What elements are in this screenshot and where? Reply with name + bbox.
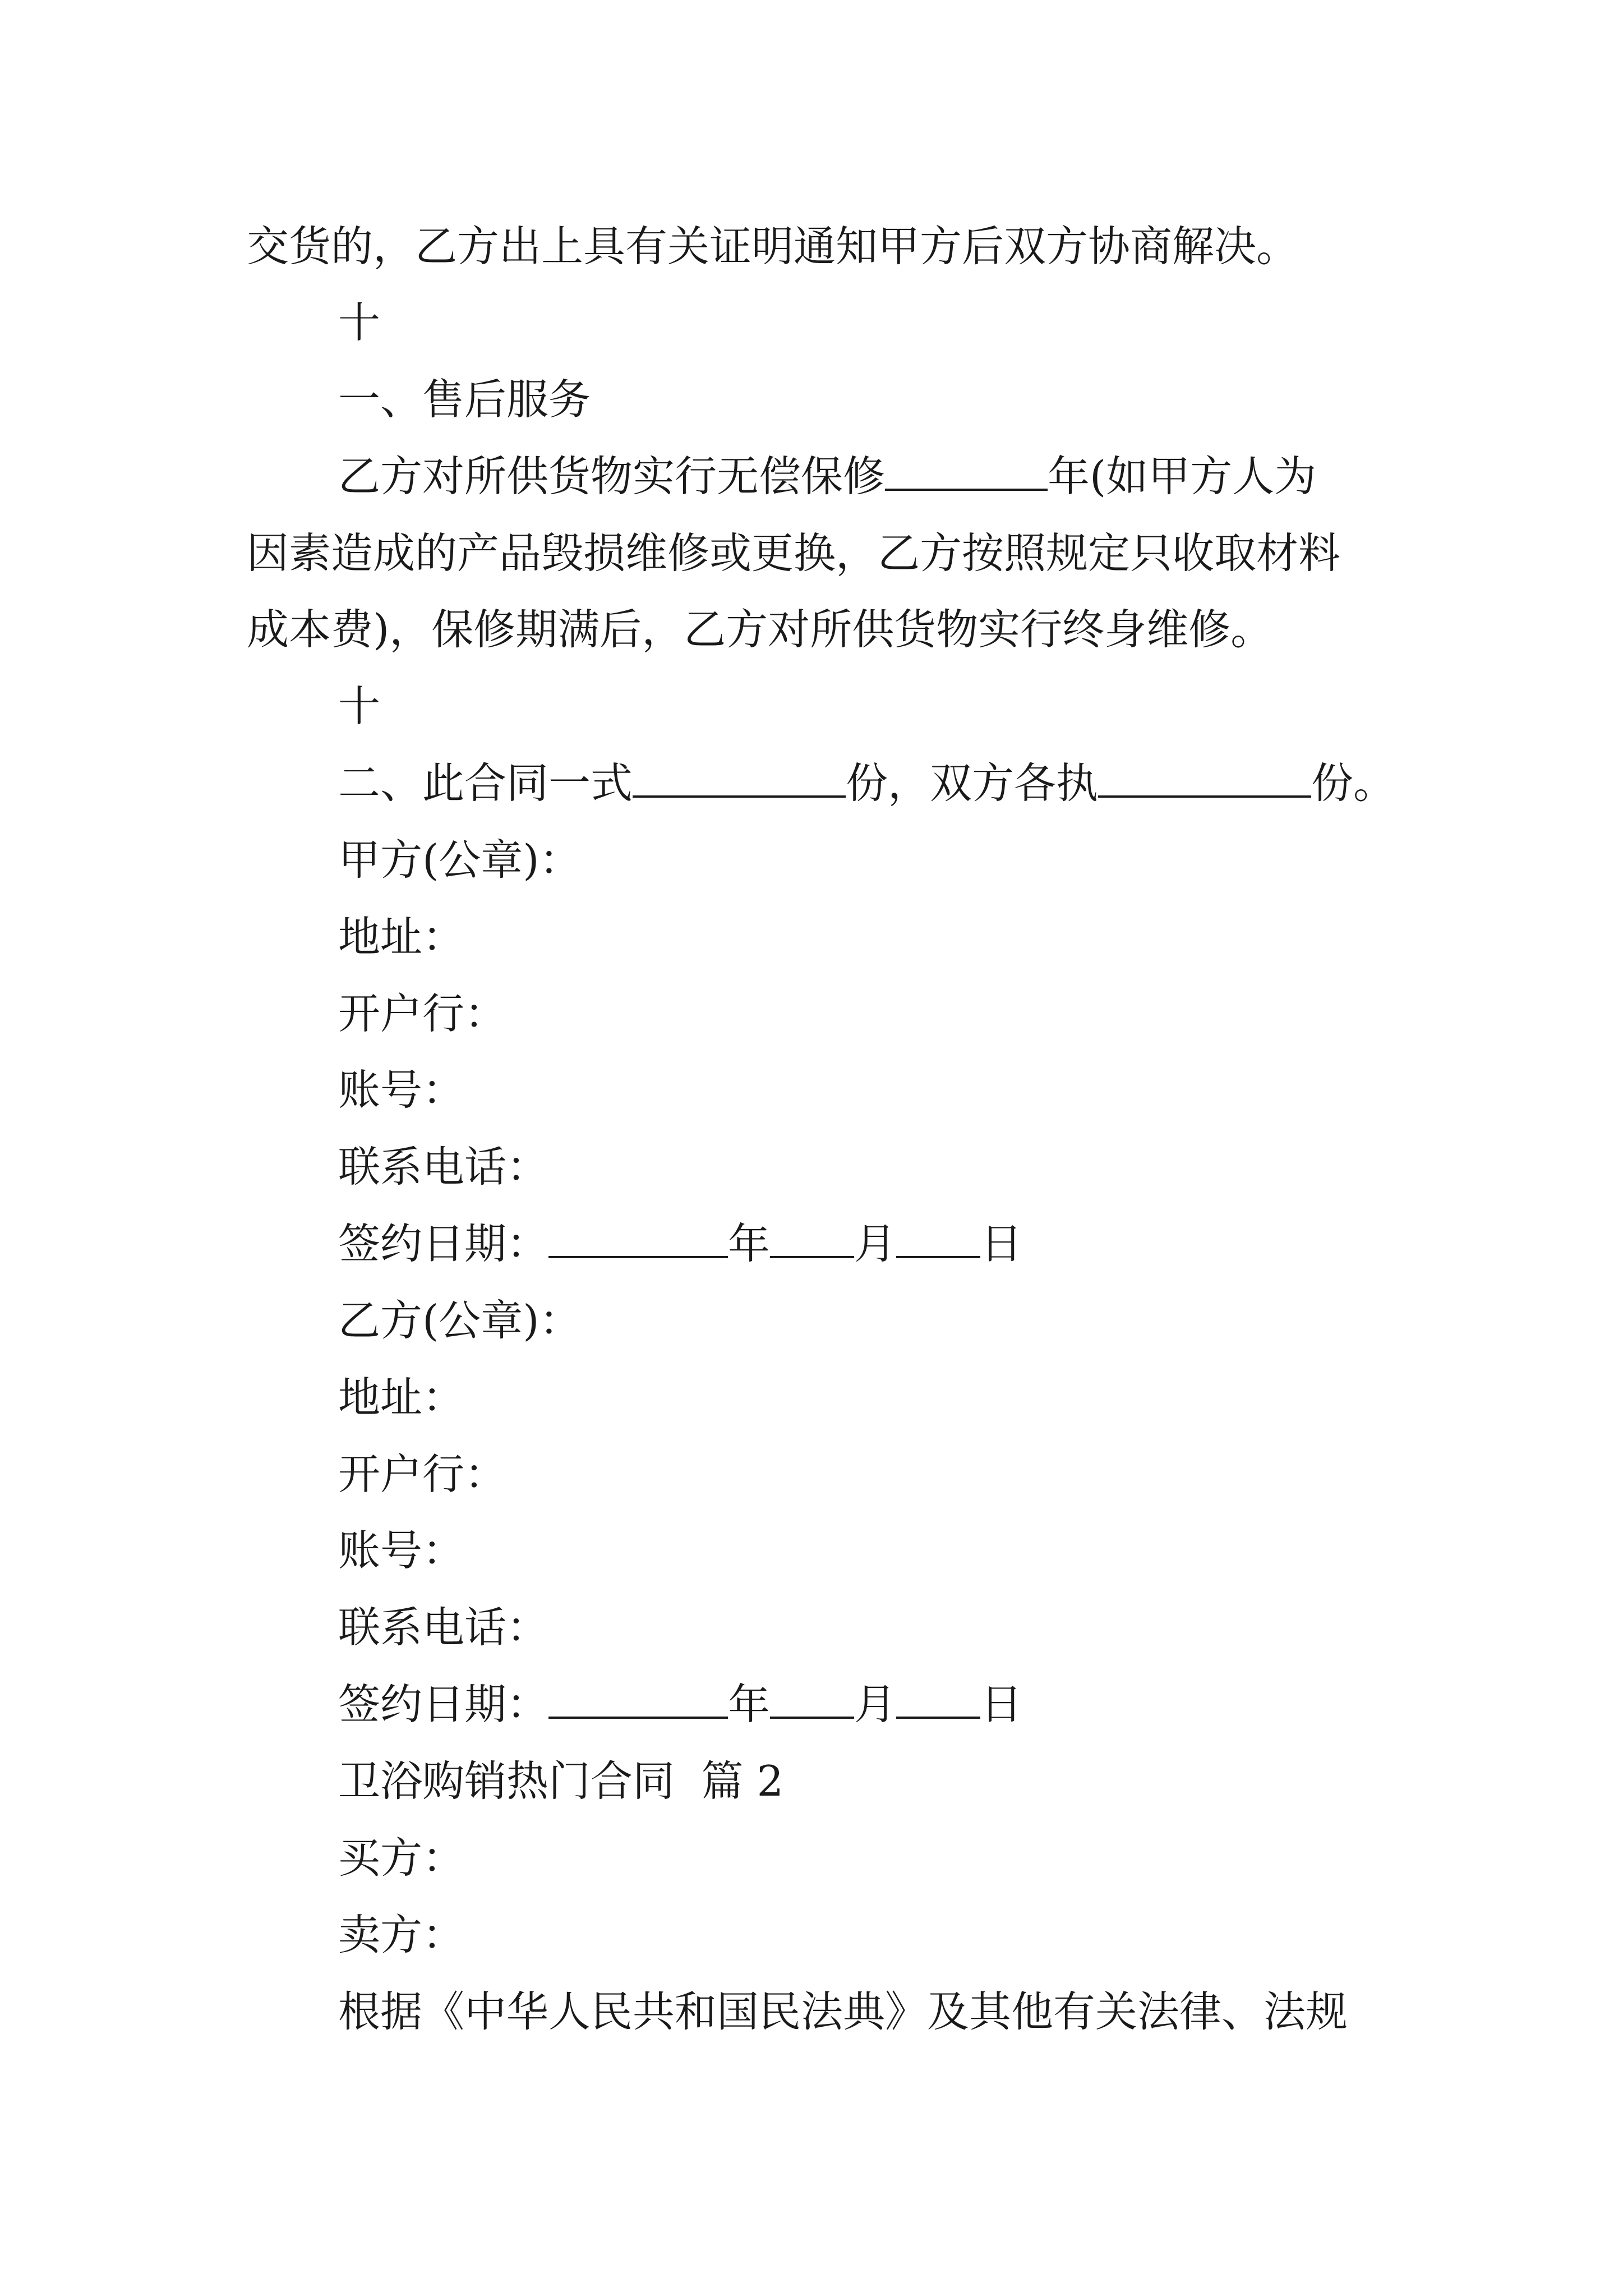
text: 开户行： (338, 1450, 507, 1499)
paragraph-line (247, 525, 1385, 581)
year-blank[interactable] (548, 1678, 728, 1719)
text: 地址： (338, 1373, 465, 1422)
paragraph-line (247, 218, 1385, 274)
paragraph-line (338, 755, 1396, 811)
party-b-phone (338, 1599, 1387, 1655)
text: 联系电话： (338, 1603, 549, 1652)
clause-number (338, 295, 1387, 351)
text: 乙方对所供货物实行无偿保修 (338, 452, 886, 501)
party-a-title (338, 832, 1387, 888)
party-b-title (338, 1292, 1387, 1349)
text: 年 (728, 1219, 771, 1268)
text: 十 (338, 682, 381, 731)
text: 卖方： (338, 1910, 465, 1959)
party-b-account (338, 1522, 1387, 1579)
buyer-line (338, 1830, 1387, 1886)
month-blank[interactable] (770, 1678, 854, 1719)
text: 乙方(公章)： (338, 1296, 582, 1345)
party-a-address (338, 909, 1387, 965)
text: 份，双方各执 (846, 758, 1099, 808)
month-blank[interactable] (770, 1218, 854, 1258)
text: 卫浴购销热门合同 篇 2 (338, 1756, 784, 1806)
text: 二、此合同一式 (338, 758, 633, 808)
text: 买方： (338, 1833, 465, 1883)
year-blank[interactable] (548, 1218, 728, 1258)
paragraph-line (338, 448, 1387, 504)
party-b-sign-date (338, 1676, 1387, 1732)
text: 月 (854, 1680, 897, 1729)
text: 地址： (338, 912, 465, 961)
copies-each-blank[interactable] (1098, 757, 1311, 798)
clause-number (338, 678, 1387, 734)
text: 成本费)，保修期满后，乙方对所供货物实行终身维修。 (247, 605, 1273, 654)
text: 一、售后服务 (338, 375, 591, 424)
day-blank[interactable] (896, 1678, 980, 1719)
text: 月 (854, 1219, 897, 1268)
paragraph-line (338, 1984, 1387, 2040)
party-b-bank (338, 1446, 1387, 1502)
party-a-account (338, 1062, 1387, 1118)
text: 日 (980, 1680, 1023, 1729)
text: 账号： (338, 1526, 465, 1575)
text: 签约日期： (338, 1680, 549, 1729)
text: 因素造成的产品毁损维修或更换，乙方按照规定只收取材料 (247, 528, 1341, 578)
section-heading (338, 1753, 1387, 1809)
text: 账号： (338, 1065, 465, 1115)
text: 年(如甲方人为 (1048, 452, 1317, 501)
paragraph-line (247, 601, 1385, 657)
text: 日 (980, 1219, 1023, 1268)
text: 联系电话： (338, 1142, 549, 1191)
text: 年 (728, 1680, 771, 1729)
party-a-sign-date (338, 1216, 1387, 1272)
party-a-phone (338, 1139, 1387, 1195)
copies-total-blank[interactable] (633, 757, 846, 798)
clause-heading (338, 371, 1387, 427)
text: 根据《中华人民共和国民法典》及其他有关法律、法规 (338, 1987, 1348, 2036)
party-b-address (338, 1369, 1387, 1425)
text: 开户行： (338, 989, 507, 1038)
text: 十 (338, 298, 381, 347)
text: 签约日期： (338, 1219, 549, 1268)
party-a-bank (338, 986, 1387, 1042)
text: 份。 (1311, 758, 1396, 808)
text: 甲方(公章)： (338, 835, 582, 885)
warranty-years-blank[interactable] (885, 450, 1048, 491)
text: 交货的，乙方出上具有关证明通知甲方后双方协商解决。 (247, 222, 1299, 271)
seller-line (338, 1907, 1387, 1963)
day-blank[interactable] (896, 1218, 980, 1258)
